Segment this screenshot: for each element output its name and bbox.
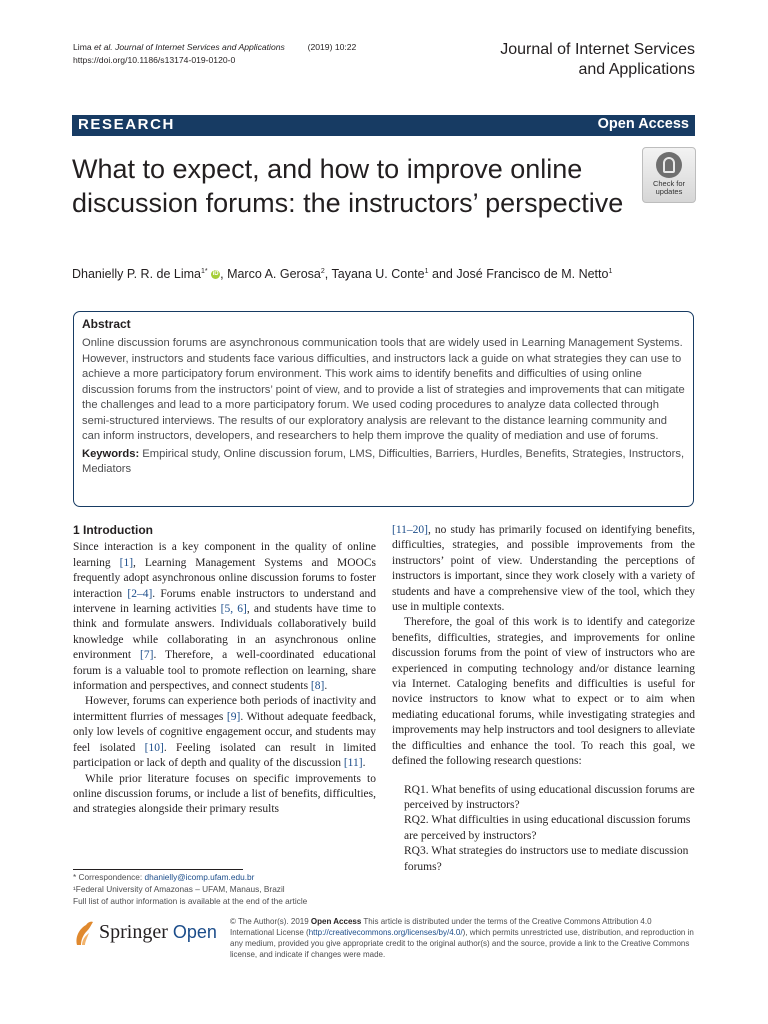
citation-year-volume: (2019) 10:22 [307,42,357,52]
section-heading: 1 Introduction [73,523,153,537]
crossmark-icon [656,152,682,178]
keywords-list: Empirical study, Online discussion forum, LMS, Difficulties, Barriers, Hurdles, Benefits, Strategies, Instructors, Mediators [82,447,685,475]
reference-link[interactable]: [2–4] [127,587,153,600]
check-for-updates-badge[interactable] [642,147,696,203]
journal-name-line1: Journal of Internet Services [500,41,695,58]
author-name: Dhanielly P. R. de Lima [72,267,202,282]
text-run: . [324,680,328,693]
open-access-label: Open Access [597,116,689,132]
text-run: . Forums enable instructors to understand and intervene in learning activities [73,587,376,616]
reference-link[interactable]: [5, 6] [220,603,247,616]
citation-authors: Lima [73,42,92,52]
author-list [72,264,612,282]
author-name: , Marco A. Gerosa [220,267,321,282]
text-run: . [362,757,366,770]
affiliation: ¹Federal University of Amazonas – UFAM, Manaus, Brazil [73,884,285,894]
text-run: Since interaction is a key component in the quality of online learning [73,541,376,569]
research-question: RQ1. What benefits of using educational discussion forums are perceived by instructors? [404,783,695,811]
springer-horse-icon [73,919,95,947]
orcid-icon[interactable]: iD [212,271,219,278]
footnote-divider [73,869,243,870]
research-question: RQ2. What difficulties in using educational discussion forums are perceived by instructors? [404,814,691,842]
abstract-box [73,311,694,507]
journal-name-line2: and Applications [578,61,695,78]
correspondence [73,871,307,883]
reference-link[interactable]: [9] [226,710,241,723]
citation-journal: Journal of Internet Services and Applications [115,42,285,52]
body-column-right [392,523,695,875]
paragraph: While prior literature focuses on specific improvements to online discussion forums, or include a list of benefits, difficulties, and strategies alongside their primary results [73,772,376,816]
journal-name [500,40,695,80]
license-statement [230,916,696,960]
paragraph: Therefore, the goal of this work is to identify and categorize benefits, difficulties, strategies, and improvements for online discussion forums from the point of view of instructors who are experienced in computing technology and/or distance learning via Internet. Cataloging benefits and difficulties is useful for novice instructors to know what to expect or to aim when mediating educational forums, while investigating strategies and improvements may help instructors and tool designers to alleviate the difficulties and enhance the tool. To reach this goal, we defined the following research questions: [392,616,695,768]
text-run: . Without adequate feedback, only low levels of cognitive engagement occur, and students may feel isolated [73,710,376,754]
text-run: This article is distributed under the terms of the Creative Commons Attribution 4.0 International License ( [230,917,652,937]
correspondence-email-link[interactable]: dhanielly@icomp.ufam.edu.br [144,872,255,882]
abstract-text: Online discussion forums are asynchronous communication tools that are widely used in Learning Management Systems. However, instructors and students face various difficulties, and instructors lack a guide on what strategies they can use to achieve a more participatory forum environment. This work aims to identify benefits and difficulties of using online discussion forums from the instructors’ point of view, and to provide a list of strategies and improvements that can mitigate the challenges and lead to a more participatory forum. We used coding procedures to analyze data collected through semi-structured interviews. The results of our exploratory analysis are relevant to the distance learning community and can inform instructors, developers, and researchers to help them improve the quality of mediation and use of forums. [82,337,685,442]
text-run: . Therefore, a well-coordinated educational forum is a valuable tool to promote reflection on learning, share information and perspectives, and connect students [73,649,377,693]
reference-link[interactable]: [1] [119,556,134,569]
keywords [82,447,685,478]
reference-link[interactable]: [11] [343,757,363,770]
author-name: , Tayana U. Conte [324,267,425,282]
citation-line [73,41,356,54]
check-updates-line2: updates [655,187,683,196]
text-run: However, forums can experience both periods of inactivity and intermittent flurries of messages [73,695,376,723]
license-open-access: Open Access [310,917,362,926]
publisher-name-springer: Springer [99,921,168,943]
reference-link[interactable]: [10] [144,741,164,754]
reference-link[interactable]: [11–20] [392,524,428,536]
text-run: ), which permits unrestricted use, distribution, and reproduction in any medium, provided you give appropriate credit to the original author(s) and the source, provide a link to the Creative Commons license, and indicate if changes were made. [230,928,694,959]
reference-link[interactable]: [8] [310,680,325,693]
article-type-banner [72,115,695,136]
publisher-name-open: Open [172,922,217,942]
doi-link[interactable]: https://doi.org/10.1186/s13174-019-0120-0 [73,55,236,65]
article-title: What to expect, and how to improve online discussion forums: the instructors’ perspective [72,154,624,218]
author-affiliation-mark: 1 [608,268,613,275]
citation-etal: et al. [94,42,113,52]
correspondence-label: * Correspondence: [73,872,145,882]
check-updates-text [643,180,695,196]
paragraph [73,694,376,771]
body-column-left [73,523,376,818]
article-type-label: RESEARCH [78,116,175,133]
text-run: , and students have time to think and formulate answers. Individuals collaboratively build knowledge while collaborating in an asynchronous online environment [73,603,376,662]
footnotes [73,871,307,907]
reference-link[interactable]: [7] [140,649,154,662]
paragraph [392,523,695,615]
author-affiliation-mark: 1 [424,268,429,275]
author-info-note: Full list of author information is available at the end of the article [73,896,308,906]
publisher-name [99,921,217,944]
author-affiliation-mark: 2 [320,268,325,275]
research-question: RQ3. What strategies do instructors use to mediate discussion forums? [404,845,689,873]
paragraph [73,540,376,694]
author-name: and José Francisco de M. Netto [428,267,609,282]
abstract-heading: Abstract [82,317,131,331]
text-run: . Feeling isolated can result in limited participation or lack of depth and quality of the discussion [73,741,376,770]
license-link[interactable]: http://creativecommons.org/licenses/by/4.0/ [308,928,463,937]
keywords-label: Keywords: [82,447,140,460]
text-run: © The Author(s). 2019 [230,917,311,926]
author-affiliation-mark: 1* [201,268,208,275]
text-run: , Learning Management Systems and MOOCs frequently adopt asynchronous online discussion forums to foster interaction [73,556,376,600]
text-run: , no study has primarily focused on identifying benefits, difficulties, strategies, and possible improvements from the instructors’ point of view. Understanding the perceptions of instructors is important, since they work closely with a variety of students and have a comprehensive view of the tool, which they use in multiple contexts. [392,524,695,614]
running-header-citation [73,41,356,67]
check-updates-line1: Check for [652,179,686,188]
